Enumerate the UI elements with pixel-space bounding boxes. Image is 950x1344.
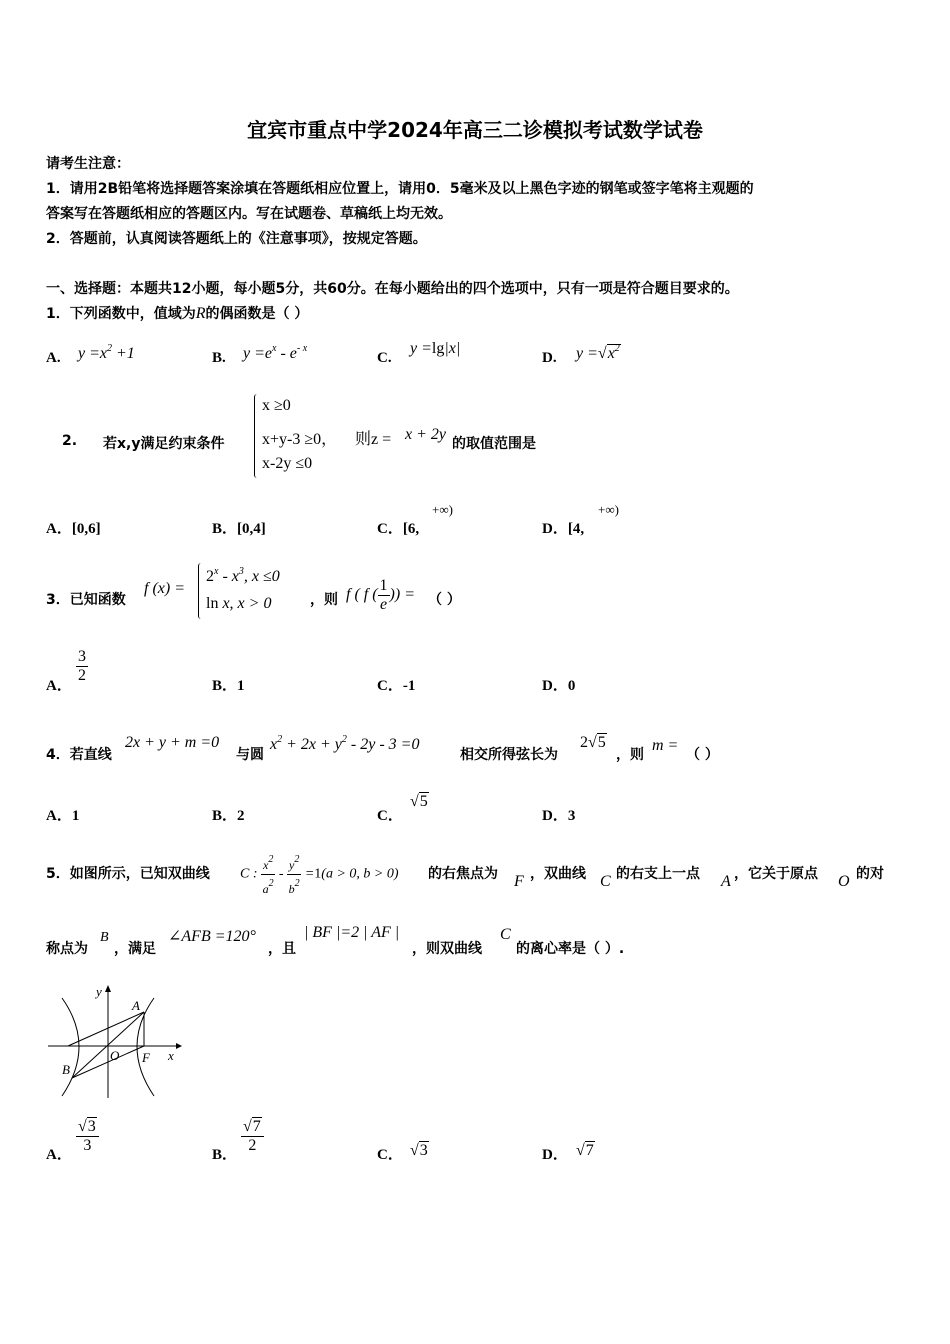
q3-expression: f ( f ( $\frac{1}{e}$ )) = xyxy=(346,577,415,613)
q1-option-a-label[interactable]: A. xyxy=(46,350,61,366)
q5-stem-c: ，双曲线 xyxy=(530,866,586,882)
q2-constraint-3: x-2y ≤0 xyxy=(262,455,313,472)
q3-option-d[interactable]: D．0 xyxy=(542,678,576,694)
q4-stem-a: 4．若直线 xyxy=(46,747,112,763)
q2-option-d[interactable]: D．[4, xyxy=(542,521,585,537)
q1-option-c: y =lg|x| xyxy=(410,340,461,357)
q5-O: O xyxy=(838,873,850,890)
q3-stem: 3．已知函数 xyxy=(46,592,126,608)
q3-case-1: $2^x - x^3$, x ≤0 xyxy=(206,566,280,585)
q3-option-b[interactable]: B．1 xyxy=(212,678,245,694)
q5-hyperbola: C : $\frac{x^2}{a^2}$ - $\frac{y^2}{b^2}$ =1(a > 0, b > 0) xyxy=(240,851,399,898)
q4-option-b[interactable]: B．2 xyxy=(212,808,245,824)
q3-option-a-label[interactable]: A． xyxy=(46,678,72,694)
q4-option-c-value: √5 xyxy=(410,793,428,810)
segment-focus xyxy=(68,1012,144,1046)
q5-A: A xyxy=(721,873,731,890)
q3-option-a-fraction: $\frac{3}{2}$ xyxy=(78,648,86,684)
q2-option-a[interactable]: A．[0,6] xyxy=(46,521,101,537)
fig-label-x: x xyxy=(168,1048,174,1063)
q2-option-b[interactable]: B．[0,4] xyxy=(212,521,266,537)
q5-option-c-value: √3 xyxy=(410,1142,428,1159)
q1-option-b: $y =e^x - e^{- x}$ xyxy=(243,343,308,362)
q4-stem-c: 相交所得弦长为 xyxy=(460,747,558,763)
q5-option-d-value: √7 xyxy=(576,1142,594,1159)
q3-case-2: ln x, x > 0 xyxy=(206,595,272,612)
q2-objective: x + 2y xyxy=(405,426,446,443)
q2-constraint-2: x+y-3 ≥0， xyxy=(262,431,338,448)
q5-angle: ∠AFB =120° xyxy=(168,928,256,945)
q5-stem-i: ，且 xyxy=(268,941,296,957)
q2-constraint-1: x ≥0 xyxy=(262,397,291,414)
q4-stem-d: ，则 xyxy=(616,747,644,763)
q4-option-a[interactable]: A．1 xyxy=(46,808,80,824)
q2-stem: 若x,y满足约束条件 xyxy=(103,436,225,452)
q5-F: F xyxy=(514,873,524,890)
q3-brace xyxy=(198,563,201,619)
fig-label-F: F xyxy=(142,1050,150,1065)
q2-number: 2. xyxy=(62,433,78,449)
q5-stem-k: 的离心率是（ ）. xyxy=(516,941,625,957)
y-axis-arrow xyxy=(105,985,111,992)
q5-stem-b: 的右焦点为 xyxy=(428,866,498,882)
q5-ratio: | BF |=2 | AF | xyxy=(304,924,400,941)
q2-brace xyxy=(254,394,257,478)
q5-stem-e: ，它关于原点 xyxy=(734,866,818,882)
q1-stem: 1．下列函数中，值域为R的偶函数是（ ） xyxy=(46,305,309,322)
q1-option-c-label[interactable]: C. xyxy=(377,350,392,366)
q2-option-d-infinity: +∞) xyxy=(598,502,619,517)
fig-label-B: B xyxy=(62,1062,70,1077)
q5-option-b-label[interactable]: B． xyxy=(212,1147,238,1163)
q4-m: m = xyxy=(652,737,679,754)
q5-option-c-label[interactable]: C． xyxy=(377,1147,403,1163)
q2-option-c[interactable]: C．[6, xyxy=(377,521,420,537)
page-title: 宜宾市重点中学2024年高三二诊模拟考试数学试卷 xyxy=(247,118,703,142)
notice-line-1: 1．请用2B铅笔将选择题答案涂填在答题纸相应位置上，请用0．5毫米及以上黑色字迹的钢笔或签字笔将主观题的 xyxy=(46,181,754,197)
q5-stem-d: 的右支上一点 xyxy=(616,866,700,882)
q5-option-b-fraction: $\frac{√7}{2}$ xyxy=(241,1118,264,1155)
q1-option-d-label[interactable]: D. xyxy=(542,350,557,366)
q4-option-d[interactable]: D．3 xyxy=(542,808,576,824)
fig-label-y: y xyxy=(96,984,102,999)
q5-C-2: C xyxy=(500,926,511,943)
q4-paren: （ ） xyxy=(686,747,719,763)
q1-option-d: $y =√x^2$ xyxy=(576,343,620,362)
q4-option-c-label[interactable]: C． xyxy=(377,808,403,824)
q3-paren: （ ） xyxy=(428,592,461,608)
q5-stem-f: 的对 xyxy=(856,866,884,882)
q4-chord: 2√5 xyxy=(580,734,606,751)
q5-option-a-fraction: $\frac{√3}{3}$ xyxy=(76,1118,99,1155)
q3-option-c[interactable]: C．-1 xyxy=(377,678,416,694)
hyperbola-left-branch xyxy=(62,998,79,1096)
q5-stem-j: ，则双曲线 xyxy=(412,941,482,957)
q3-function: f (x) = xyxy=(144,580,185,597)
q2-then: 则z = xyxy=(355,431,392,448)
notice-line-1b: 答案写在答题纸相应的答题区内。写在试题卷、草稿纸上均无效。 xyxy=(46,206,452,222)
q2-option-c-infinity: +∞) xyxy=(432,502,453,517)
q5-stem-h: ，满足 xyxy=(114,941,156,957)
q5-figure xyxy=(44,980,184,1100)
section-heading: 一、选择题：本题共12小题，每小题5分，共60分。在每小题给出的四个选项中，只有一项是符合题目要求的。 xyxy=(46,281,739,297)
q5-stem-a: 5．如图所示，已知双曲线 xyxy=(46,866,210,882)
q4-line: 2x + y + m =0 xyxy=(125,734,220,751)
notice-line-2: 2．答题前，认真阅读答题纸上的《注意事项》，按规定答题。 xyxy=(46,231,427,247)
fig-label-A: A xyxy=(132,998,140,1013)
q2-tail: 的取值范围是 xyxy=(452,436,536,452)
q5-stem-g: 称点为 xyxy=(46,941,88,957)
q5-option-a-label[interactable]: A． xyxy=(46,1147,72,1163)
q5-option-d-label[interactable]: D． xyxy=(542,1147,568,1163)
x-axis-arrow xyxy=(176,1043,182,1049)
notice-heading: 请考生注意： xyxy=(46,156,130,172)
fig-label-O: O xyxy=(110,1048,120,1063)
q4-circle: $x^2 + 2x + y^2 - 2y - 3 =0$ xyxy=(270,734,420,753)
q4-stem-b: 与圆 xyxy=(236,747,264,763)
q3-then: ，则 xyxy=(310,592,338,608)
q5-B: B xyxy=(100,930,109,945)
q1-option-a: $y =x^2 +1$ xyxy=(78,343,135,362)
q5-C: C xyxy=(600,873,611,890)
q1-option-b-label[interactable]: B. xyxy=(212,350,226,366)
